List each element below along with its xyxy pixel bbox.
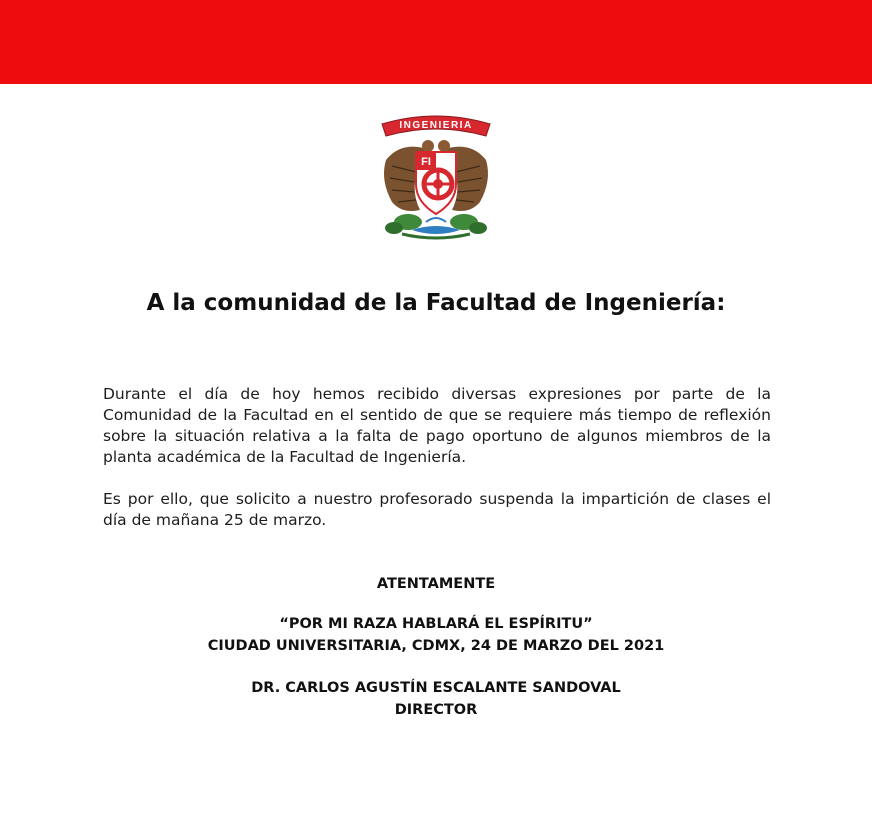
signature-place-date: CIUDAD UNIVERSITARIA, CDMX, 24 DE MARZO DEL 2021 — [207, 638, 665, 654]
eagle-emblem-icon — [372, 110, 500, 244]
emblem-banner-text: INGENIERIA — [399, 120, 473, 131]
signature-title: DIRECTOR — [394, 702, 478, 718]
fi-emblem-logo — [372, 110, 500, 244]
letter-paragraph-2: Es por ello, que solicito a nuestro profesorado suspenda la impartición de clases el día de mañana 25 de marzo. — [103, 490, 771, 529]
letter-paragraph-1: Durante el día de hoy hemos recibido diversas expresiones por parte de la Comunidad de la Facultad en el sentido de que se requiere más tiempo de reflexión sobre la situación relativa a la falta de pago oportuno de algunos miembros de la planta académica de la Facultad de Ingeniería. — [103, 385, 771, 466]
top-red-band — [0, 0, 872, 84]
signature-closing: ATENTAMENTE — [376, 576, 496, 592]
signature-name: DR. CARLOS AGUSTÍN ESCALANTE SANDOVAL — [251, 680, 621, 696]
signature-motto: “POR MI RAZA HABLARÁ EL ESPÍRITU” — [279, 616, 593, 632]
emblem-shield-letters: FI — [421, 156, 431, 168]
letter-heading: A la comunidad de la Facultad de Ingeniería: — [146, 290, 726, 316]
